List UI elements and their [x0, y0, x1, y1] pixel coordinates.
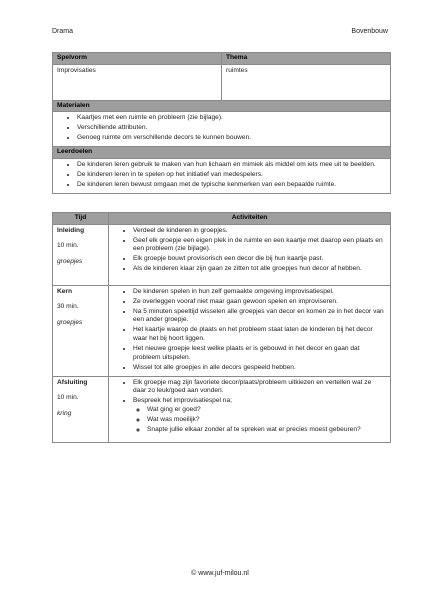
leerdoelen-body — [53, 158, 391, 193]
inleiding-title: Inleiding — [57, 226, 85, 234]
afsluiting-duration: 10 min. — [57, 394, 79, 402]
inleiding-duration: 10 min. — [57, 242, 79, 250]
tijd-header: Tijd — [53, 213, 109, 225]
list-item: • Kaartjes met een ruimte en probleem (zie bijlage). — [77, 114, 386, 123]
kern-time-cell — [53, 285, 109, 376]
inleiding-row — [53, 224, 391, 285]
page-header — [52, 27, 388, 36]
list-item: • Het kaartje waarop de plaats en het probleem staat laten de kinderen bij het decor waar het bij hoort liggen. — [133, 326, 386, 343]
footer-copyright: © www.juf-milou.nl — [191, 569, 249, 577]
leerdoelen-list — [57, 161, 386, 190]
sub-list-item: ◦ Snapte jullie elkaar zonder af te spreken wat er precies moest gebeuren? — [147, 426, 386, 435]
activiteiten-header: Activiteiten — [109, 213, 391, 225]
materialen-list — [57, 114, 386, 143]
list-item: • Genoeg ruimte om verschillende decors te kunnen bouwen. — [77, 134, 386, 143]
list-item: • Verdeel de kinderen in groepjes. — [133, 227, 386, 236]
list-item: • De kinderen leren bewust omgaan met de typische kenmerken van een bepaalde ruimte. — [77, 181, 386, 190]
overview-table — [52, 52, 391, 194]
afsluiting-sublist — [133, 406, 386, 435]
thema-header: Thema — [222, 53, 391, 65]
inleiding-grouping: groepjes — [57, 257, 83, 265]
inleiding-activities — [109, 224, 391, 285]
afsluiting-title: Afsluiting — [57, 378, 88, 386]
spelvorm-header: Spelvorm — [53, 53, 222, 65]
afsluiting-time-cell — [53, 376, 109, 442]
list-item: • Elk groepje mag zijn favoriete decor/plaats/probleem uitkiezen en vertellen wat ze daar zo leuk/goed aan vonden. — [133, 379, 386, 396]
kern-row — [53, 285, 391, 376]
materialen-header: Materialen — [53, 100, 391, 112]
inleiding-time-cell — [53, 224, 109, 285]
sub-list-item: ◦ Wat ging er goed? — [147, 406, 386, 415]
kern-list — [113, 288, 386, 373]
materialen-body — [53, 112, 391, 147]
spelvorm-value: Improvisaties — [53, 64, 222, 100]
list-item: • De kinderen leren in te spelen op het initiatief van medespelers. — [77, 171, 386, 180]
afsluiting-list — [113, 379, 386, 435]
afsluiting-grouping: kring — [57, 409, 72, 417]
list-item: • Geef elk groepje een eigen plek in de ruimte en een kaartje met daarop een plaats en een probleem (zie bijlage). — [133, 237, 386, 254]
list-item: • Na 5 minuten speeltijd wisselen alle groepjes van decor en komen ze in het decor van een ander groepje. — [133, 308, 386, 325]
list-item: • De kinderen leren gebruik te maken van hun lichaam en mimiek als middel om iets mee uit te beelden. — [77, 161, 386, 170]
level-label: Bovenbouw — [351, 28, 388, 35]
schedule-table — [52, 212, 391, 443]
list-item: • De kinderen spelen in hun zelf gemaakte omgeving improvisatiespel. — [133, 288, 386, 297]
list-item: • Wissel tot alle groepjes in alle decors gespeeld hebben. — [133, 364, 386, 373]
kern-title: Kern — [57, 287, 73, 295]
leerdoelen-header: Leerdoelen — [53, 147, 391, 159]
sub-list-item: ◦ Wat was moeilijk? — [147, 416, 386, 425]
afsluiting-row — [53, 376, 391, 442]
list-item: • Ze overleggen vooraf niet maar gaan gewoon spelen en improviseren. — [133, 298, 386, 307]
list-item: • Als de kinderen klaar zijn gaan ze zitten tot alle groepjes hun decor af hebben. — [133, 265, 386, 274]
afsluiting-activities — [109, 376, 391, 442]
list-item: • Elk groepje bouwt provisorisch een decor die bij hun kaartje past. — [133, 255, 386, 264]
kern-grouping: groepjes — [57, 318, 83, 326]
thema-value: ruimtes — [222, 64, 391, 100]
subject-label: Drama — [52, 28, 74, 35]
kern-duration: 30 min. — [57, 303, 79, 311]
list-item: • Het nieuwe groepje leest welke plaats er is gebouwd in het decor en gaan dat probleem uitspelen. — [133, 345, 386, 362]
inleiding-list — [113, 227, 386, 274]
list-item — [133, 397, 386, 434]
list-item: • Verschillende attributen. — [77, 124, 386, 133]
list-item-text: Bespreek het improvisatiespel na; — [133, 397, 232, 405]
kern-activities — [109, 285, 391, 376]
